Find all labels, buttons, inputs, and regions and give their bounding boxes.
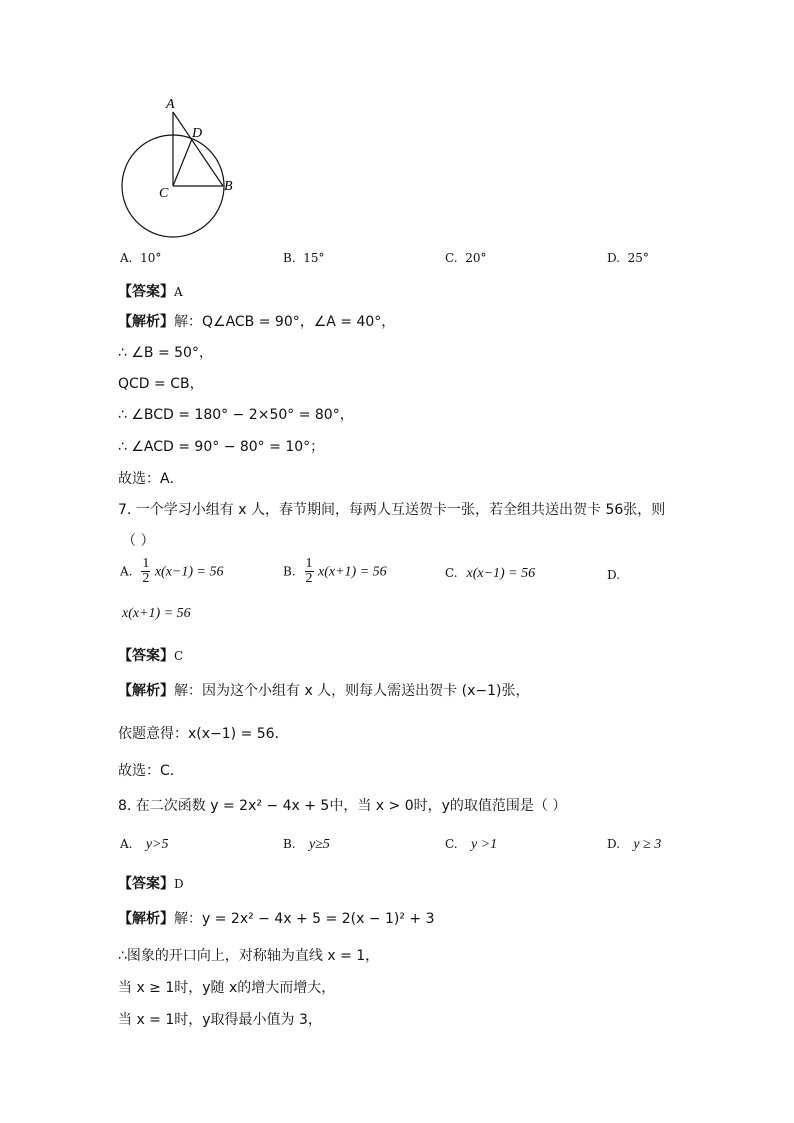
geometry-figure xyxy=(110,90,260,240)
fraction: $\frac{1}{2}$ xyxy=(142,556,150,586)
answer-value: D xyxy=(174,877,184,891)
q7-analysis-line-2: 依题意得：x(x−1) = 56． xyxy=(118,726,289,742)
q7-stem-line-2: （ ） xyxy=(122,533,155,549)
q6-option-c: C. 20° xyxy=(445,251,487,265)
q6-option-b: B. 15° xyxy=(283,251,325,265)
q8-analysis-line-3: 当 x ≥ 1时，y随 x的增大而增大， xyxy=(118,980,336,996)
q6-option-a: A. 10° xyxy=(120,251,162,265)
answer-label: 【答案】 xyxy=(118,648,174,664)
q7-option-d-letter: D. xyxy=(607,568,621,582)
analysis-label: 【解析】 xyxy=(118,314,174,330)
label-D: D xyxy=(192,126,203,141)
q8-option-c: C. y >1 xyxy=(445,837,498,852)
analysis-label: 【解析】 xyxy=(118,911,174,927)
q6-option-d: D. 25° xyxy=(607,251,649,265)
q6-analysis-line-5: ∴ ∠ACD = 90° − 80° = 10°； xyxy=(118,439,325,455)
q8-stem: 8. 在二次函数 y = 2x² − 4x + 5中，当 x > 0时，y的取值范围是（ ） xyxy=(118,798,567,814)
q6-analysis-line-1: 【解析】解：Q∠ACB = 90°，∠A = 40°， xyxy=(118,314,396,330)
label-B: B xyxy=(224,179,233,194)
q7-option-d-value: x(x+1) = 56 xyxy=(122,606,191,621)
q7-analysis-line-3: 故选：C． xyxy=(118,763,184,779)
q7-stem-line-1: 7. 一个学习小组有 x 人，春节期间，每两人互送贺卡一张，若全组共送出贺卡 56张，则 xyxy=(118,502,666,518)
q8-analysis-line-1: 【解析】解：y = 2x² − 4x + 5 = 2(x − 1)² + 3 xyxy=(118,911,435,927)
answer-value: C xyxy=(174,649,184,663)
answer-label: 【答案】 xyxy=(118,284,174,300)
label-A: A xyxy=(166,97,175,112)
q8-option-a: A. y>5 xyxy=(120,837,169,852)
segment-CD xyxy=(173,139,192,186)
q8-analysis-line-4: 当 x = 1时，y取得最小值为 3， xyxy=(118,1012,322,1028)
answer-value: A xyxy=(174,285,183,299)
q7-analysis-line-1: 【解析】解：因为这个小组有 x 人，则每人需送出贺卡 (x−1)张， xyxy=(118,683,530,699)
q6-analysis-line-4: ∴ ∠BCD = 180° − 2×50° = 80°， xyxy=(118,407,354,423)
q6-answer xyxy=(118,281,183,301)
q8-answer xyxy=(118,873,184,893)
q8-option-b: B. y≥5 xyxy=(283,837,330,852)
fraction: $\frac{1}{2}$ xyxy=(305,556,313,586)
q7-answer xyxy=(118,645,183,665)
q8-analysis-line-2: ∴图象的开口向上，对称轴为直线 x = 1， xyxy=(118,948,380,964)
segment-AB xyxy=(173,112,223,186)
analysis-label: 【解析】 xyxy=(118,683,174,699)
label-C: C xyxy=(159,186,169,201)
q6-analysis-line-6: 故选：A． xyxy=(118,471,184,487)
q6-analysis-line-2: ∴ ∠B = 50°， xyxy=(118,345,213,361)
q7-option-b: B. $\frac{1}{2}$ x(x+1) = 56 xyxy=(283,556,387,586)
q7-option-c: C. x(x−1) = 56 xyxy=(445,566,536,581)
q7-option-a: A. $\frac{1}{2}$ x(x−1) = 56 xyxy=(120,556,224,586)
q8-option-d: D. y ≥ 3 xyxy=(607,837,662,852)
q6-analysis-line-3: QCD = CB， xyxy=(118,376,204,392)
answer-label: 【答案】 xyxy=(118,876,174,892)
